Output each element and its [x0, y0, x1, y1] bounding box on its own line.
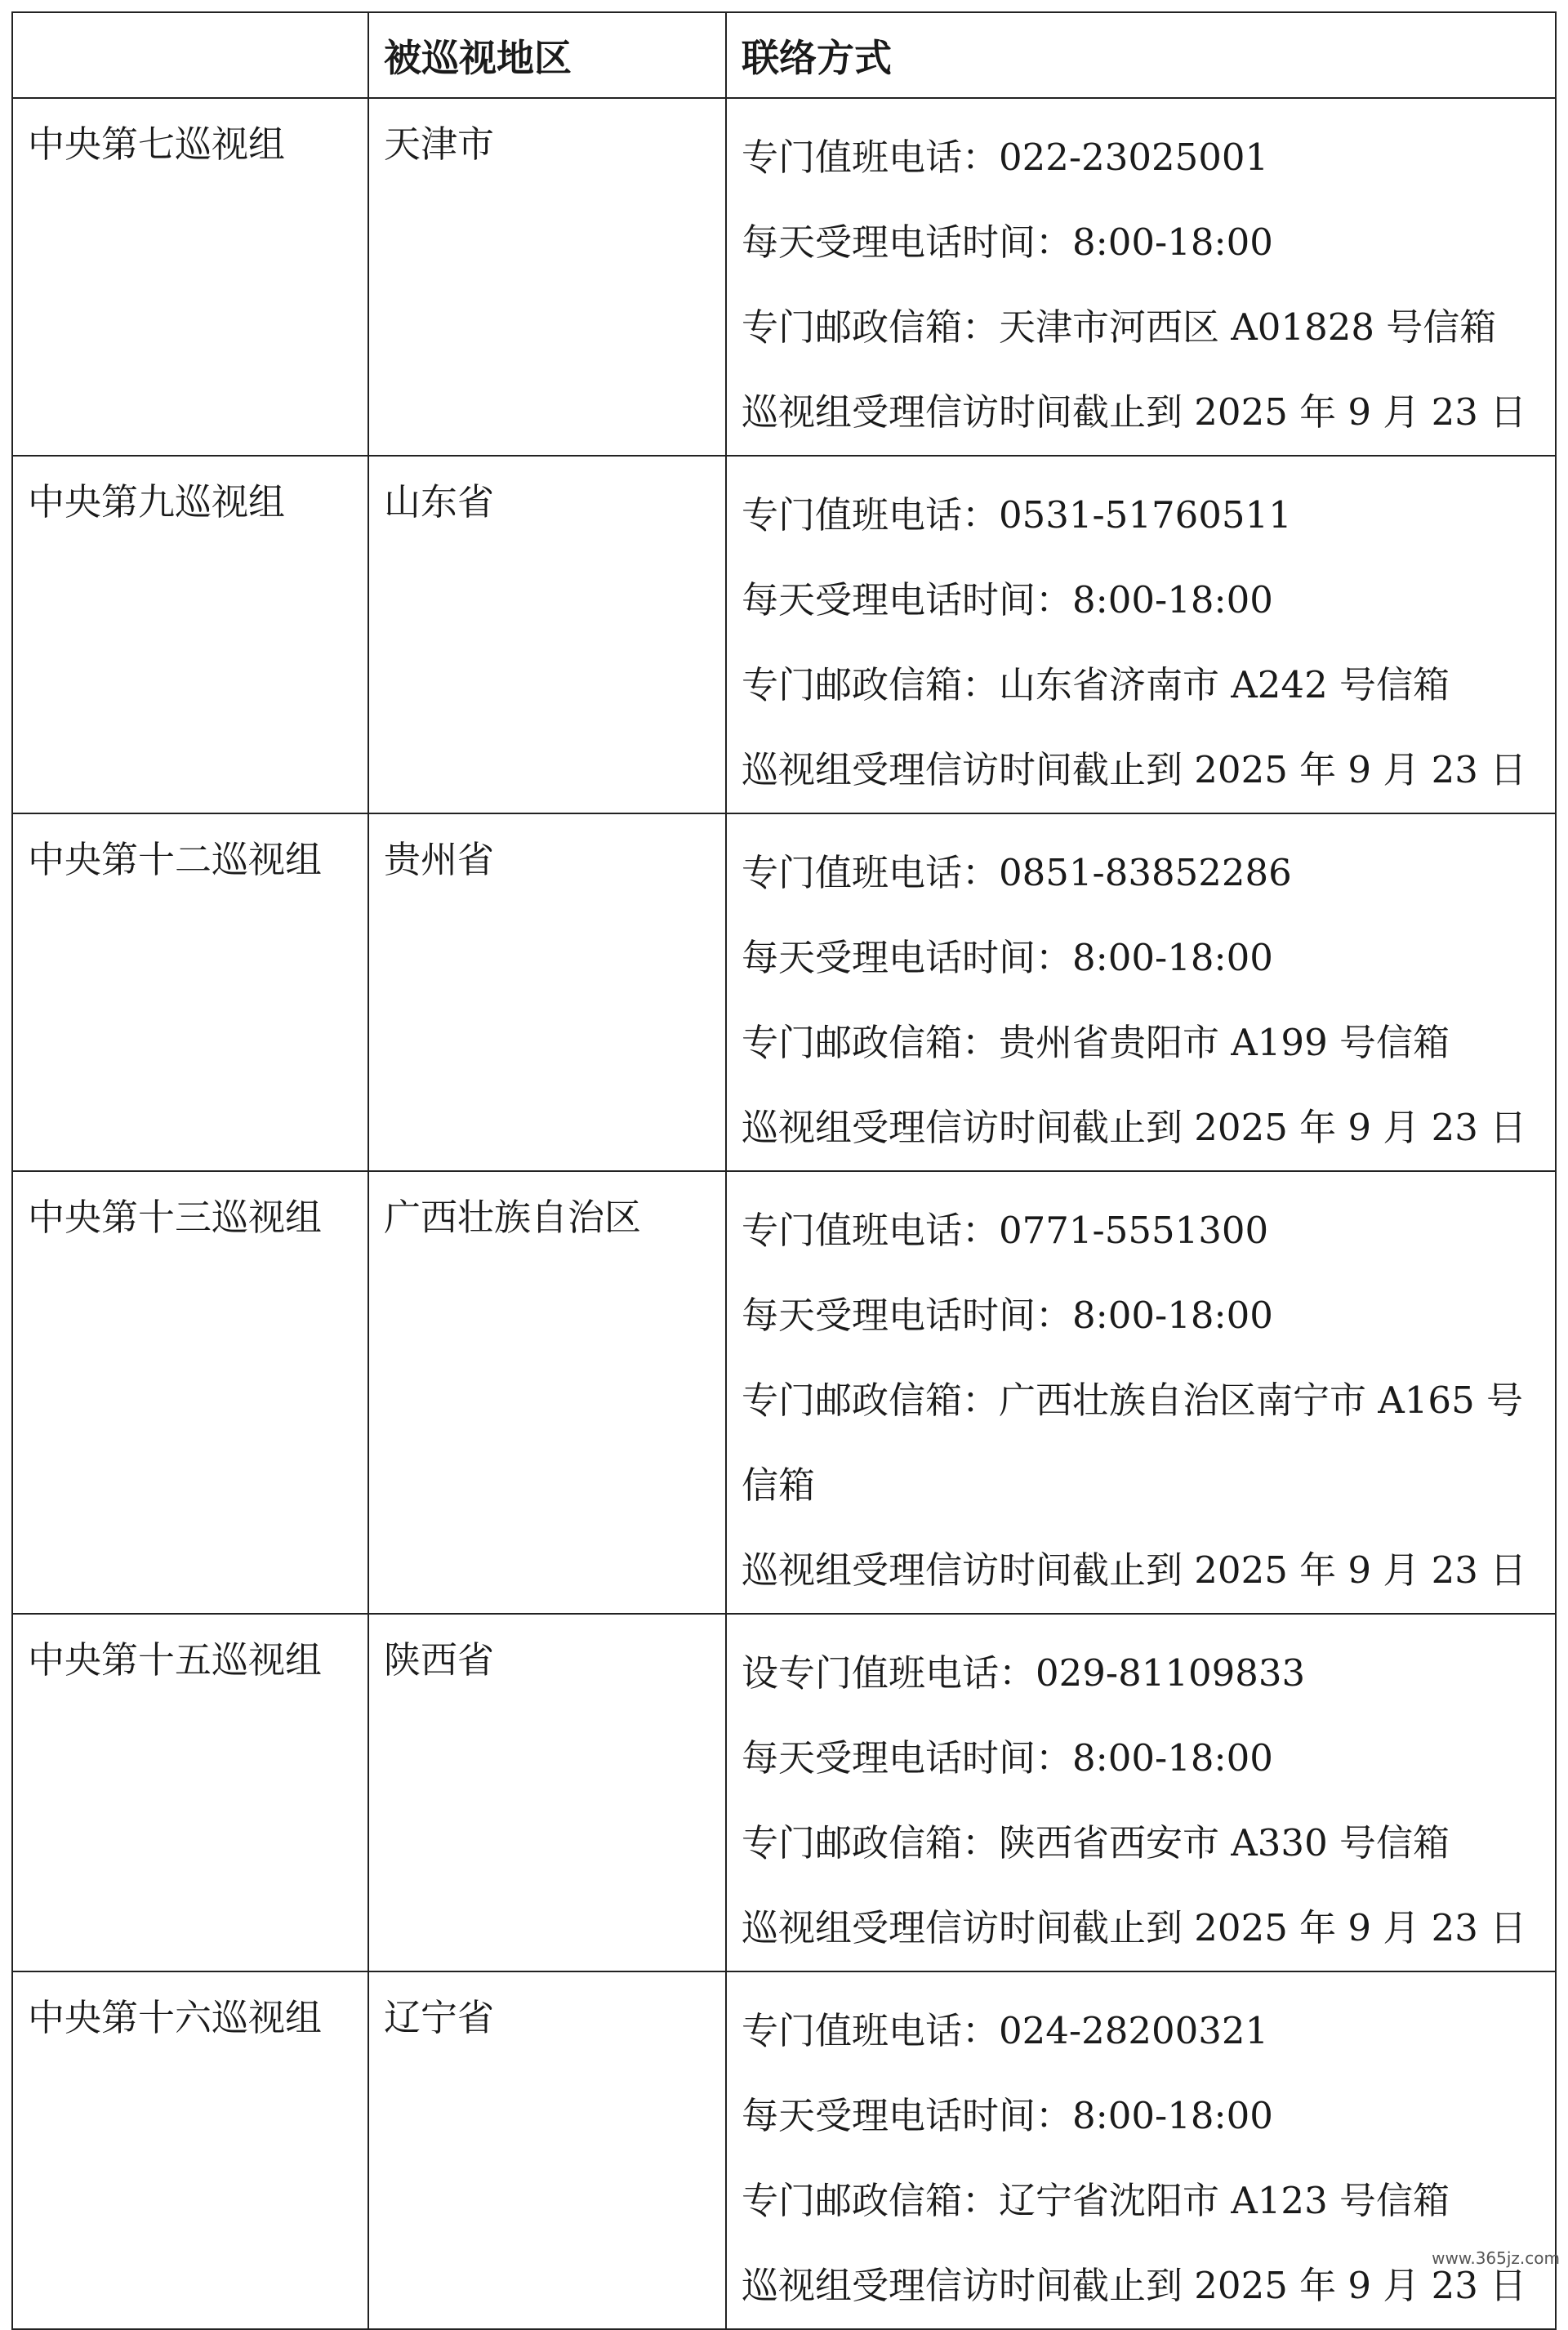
deadline-line: 巡视组受理信访时间截止到 2025 年 9 月 23 日: [742, 1906, 1527, 1949]
mailbox-line: 专门邮政信箱：广西壮族自治区南宁市 A165 号信箱: [742, 1379, 1523, 1507]
phone-line: 设专门值班电话：029-81109833: [742, 1651, 1306, 1695]
mailbox-line: 专门邮政信箱：山东省济南市 A242 号信箱: [742, 663, 1450, 706]
hours-line: 每天受理电话时间：8:00-18:00: [742, 1294, 1273, 1337]
table-row: [12, 98, 1556, 456]
contact-cell: [726, 456, 1556, 813]
contact-cell: [726, 98, 1556, 456]
watermark-text: www.365jz.com: [1432, 2248, 1560, 2268]
region-name: 天津市: [368, 98, 726, 456]
table-header-row: [12, 12, 1556, 98]
hours-line: 每天受理电话时间：8:00-18:00: [742, 2094, 1273, 2137]
group-name: 中央第十五巡视组: [12, 1614, 368, 1971]
region-name: 山东省: [368, 456, 726, 813]
table-row: [12, 1971, 1556, 2329]
header-group: [12, 12, 368, 98]
header-contact: 联络方式: [726, 12, 1556, 98]
hours-line: 每天受理电话时间：8:00-18:00: [742, 1736, 1273, 1780]
region-name: 广西壮族自治区: [368, 1171, 726, 1614]
contact-cell: [726, 1171, 1556, 1614]
contact-cell: [726, 1971, 1556, 2329]
deadline-line: 巡视组受理信访时间截止到 2025 年 9 月 23 日: [742, 1548, 1527, 1592]
phone-line: 专门值班电话：0851-83852286: [742, 851, 1292, 894]
contact-cell: [726, 1614, 1556, 1971]
table-row: [12, 1614, 1556, 1971]
mailbox-line: 专门邮政信箱：辽宁省沈阳市 A123 号信箱: [742, 2179, 1450, 2222]
hours-line: 每天受理电话时间：8:00-18:00: [742, 578, 1273, 621]
region-name: 辽宁省: [368, 1971, 726, 2329]
group-name: 中央第九巡视组: [12, 456, 368, 813]
phone-line: 专门值班电话：024-28200321: [742, 2009, 1269, 2052]
phone-line: 专门值班电话：022-23025001: [742, 136, 1269, 179]
group-name: 中央第十六巡视组: [12, 1971, 368, 2329]
contact-cell: [726, 813, 1556, 1171]
group-name: 中央第十三巡视组: [12, 1171, 368, 1614]
table-row: [12, 1171, 1556, 1614]
mailbox-line: 专门邮政信箱：贵州省贵阳市 A199 号信箱: [742, 1021, 1450, 1064]
deadline-line: 巡视组受理信访时间截止到 2025 年 9 月 23 日: [742, 748, 1527, 791]
mailbox-line: 专门邮政信箱：天津市河西区 A01828 号信箱: [742, 305, 1497, 349]
region-name: 贵州省: [368, 813, 726, 1171]
deadline-line: 巡视组受理信访时间截止到 2025 年 9 月 23 日: [742, 2264, 1527, 2307]
phone-line: 专门值班电话：0531-51760511: [742, 493, 1292, 537]
phone-line: 专门值班电话：0771-5551300: [742, 1209, 1269, 1252]
inspection-contact-table: [11, 11, 1557, 2330]
region-name: 陕西省: [368, 1614, 726, 1971]
hours-line: 每天受理电话时间：8:00-18:00: [742, 221, 1273, 264]
mailbox-line: 专门邮政信箱：陕西省西安市 A330 号信箱: [742, 1821, 1450, 1864]
table-row: [12, 813, 1556, 1171]
deadline-line: 巡视组受理信访时间截止到 2025 年 9 月 23 日: [742, 390, 1527, 434]
group-name: 中央第十二巡视组: [12, 813, 368, 1171]
header-region: 被巡视地区: [368, 12, 726, 98]
deadline-line: 巡视组受理信访时间截止到 2025 年 9 月 23 日: [742, 1106, 1527, 1149]
hours-line: 每天受理电话时间：8:00-18:00: [742, 936, 1273, 979]
group-name: 中央第七巡视组: [12, 98, 368, 456]
table-row: [12, 456, 1556, 813]
